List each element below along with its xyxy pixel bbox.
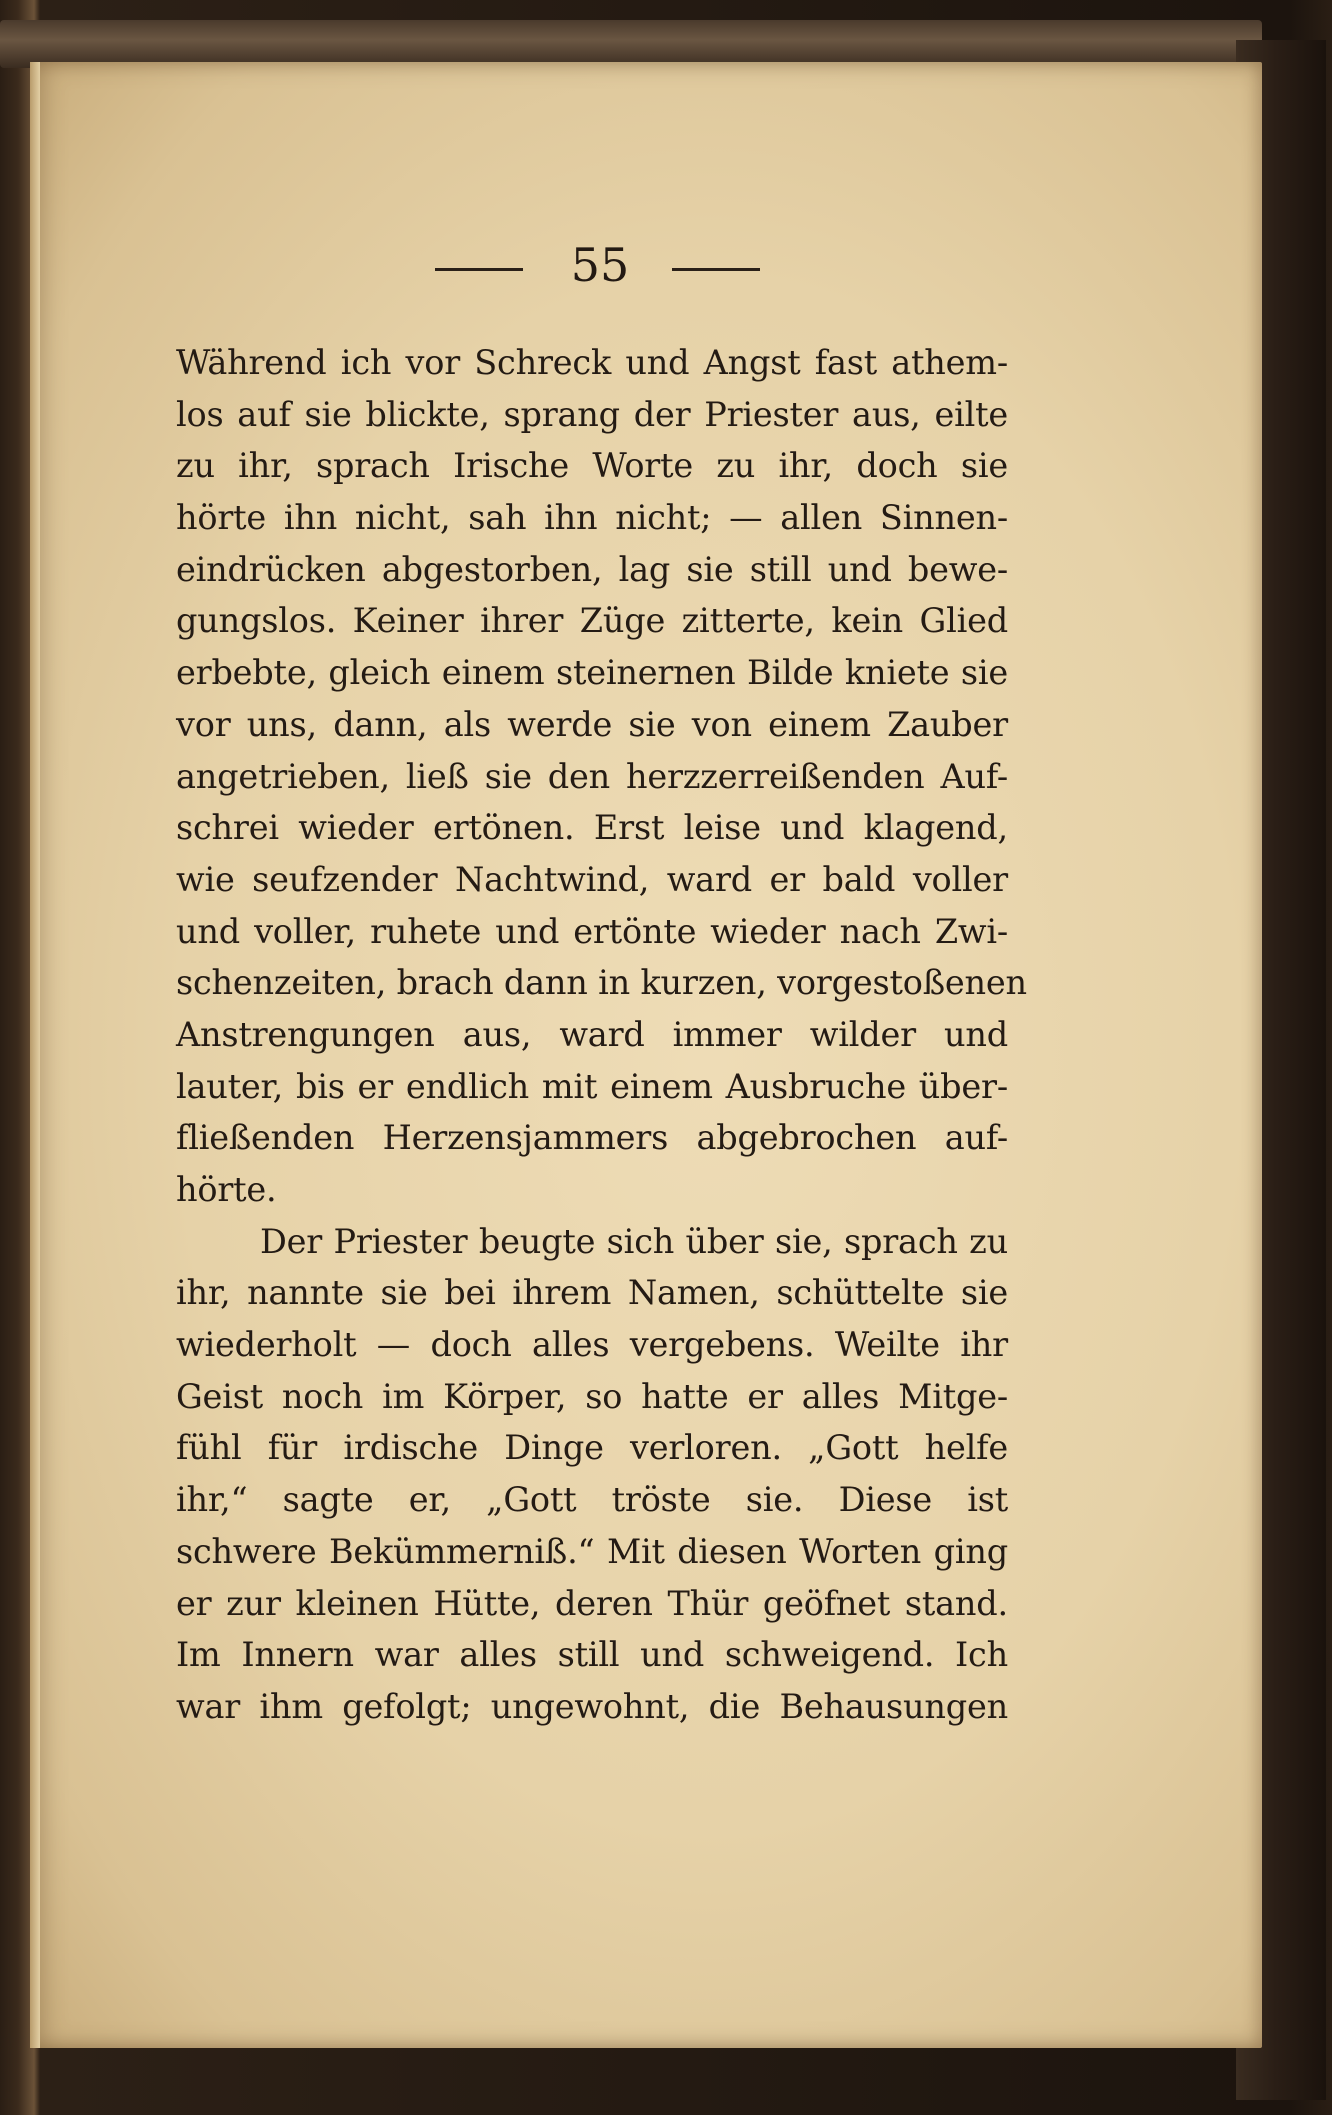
text-line: Im Innern war alles still und schweigend. Ich [176, 1635, 1008, 1675]
text-line: schenzeiten, brach dann in kurzen, vorgestoßenen [176, 963, 1027, 1003]
text-line: wiederholt — doch alles vergebens. Weilte ihr [176, 1325, 1008, 1365]
text-line: fließenden Herzensjammers abgebrochen auf- [176, 1118, 1008, 1158]
book-cover-top-edge [0, 20, 1262, 68]
text-line: zu ihr, sprach Irische Worte zu ihr, doch sie [176, 446, 1008, 486]
text-line: wie seufzender Nachtwind, ward er bald voller [176, 859, 1008, 899]
text-line: fühl für irdische Dinge verloren. „Gott helfe [176, 1428, 1008, 1468]
text-line: ihr, nannte sie bei ihrem Namen, schüttelte sie [176, 1273, 1008, 1313]
text-line: angetrieben, ließ sie den herzzerreißenden Auf- [176, 756, 1008, 796]
text-line: hörte. [176, 1170, 277, 1209]
text-line: Der Priester beugte sich über sie, sprach zu [260, 1221, 1008, 1261]
text-line: und voller, ruhete und ertönte wieder nach Zwi- [176, 911, 1008, 951]
running-head [0, 240, 1332, 290]
text-line: gungslos. Keiner ihrer Züge zitterte, kein Glied [176, 601, 1008, 641]
running-head-rule-left [435, 268, 523, 271]
text-line: Anstrengungen aus, ward immer wilder und [176, 1014, 1008, 1054]
text-line: erbebte, gleich einem steinernen Bilde kniete sie [176, 653, 1008, 693]
text-line: vor uns, dann, als werde sie von einem Zauber [176, 704, 1008, 744]
text-line: hörte ihn nicht, sah ihn nicht; — allen Sinnen- [176, 498, 1008, 538]
paragraph-1 [176, 337, 1027, 1216]
body-text [176, 337, 1027, 1733]
text-line: schwere Bekümmerniß.“ Mit diesen Worten ging [176, 1531, 1008, 1571]
text-line: eindrücken abgestorben, lag sie still und bewe- [176, 549, 1008, 589]
text-line: lauter, bis er endlich mit einem Ausbruche über- [176, 1066, 1008, 1106]
text-line: schrei wieder ertönen. Erst leise und klagend, [176, 808, 1008, 848]
paragraph-2 [176, 1216, 1008, 1733]
page-gutter-shadow [30, 62, 40, 2048]
page-number: 55 [570, 238, 630, 292]
text-line: Während ich vor Schreck und Angst fast athem- [176, 343, 1008, 382]
running-head-rule-right [672, 268, 760, 271]
text-line: ihr,“ sagte er, „Gott tröste sie. Diese ist [176, 1480, 1008, 1520]
text-line: war ihm gefolgt; ungewohnt, die Behausungen [176, 1686, 1008, 1726]
text-line: er zur kleinen Hütte, deren Thür geöfnet stand. [176, 1583, 1008, 1623]
text-line: Geist noch im Körper, so hatte er alles Mitge- [176, 1376, 1008, 1416]
text-line: los auf sie blickte, sprang der Priester aus, eilte [176, 394, 1008, 434]
